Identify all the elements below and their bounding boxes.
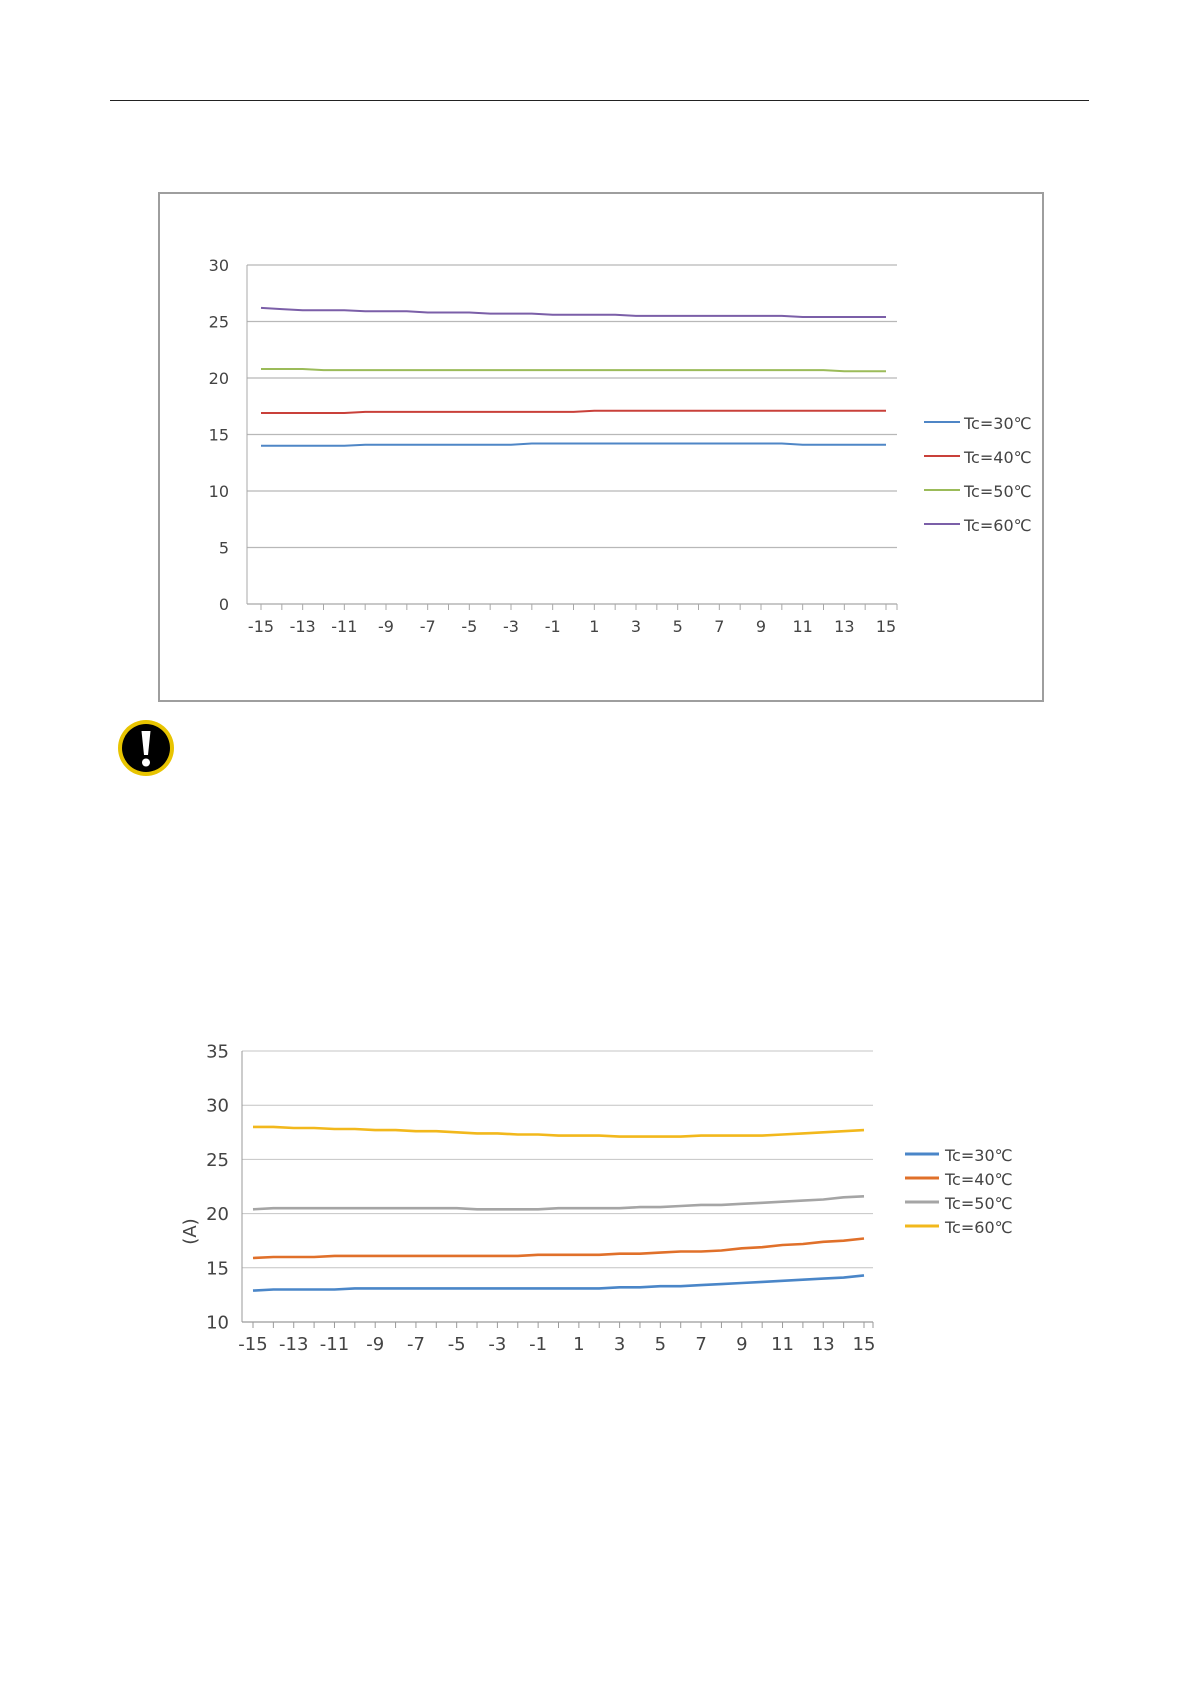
x-tick-label: -7 [419,617,436,636]
x-tick-label: -1 [529,1334,548,1355]
y-tick-label: 30 [208,255,229,275]
series-line-1 [253,1275,864,1290]
x-tick-label: 1 [573,1334,585,1355]
x-tick-label: 3 [630,617,642,636]
y-tick-label: 5 [218,538,229,558]
legend-label: Tc=40℃ [964,448,1032,468]
x-tick-label: -3 [503,617,519,636]
y-tick-label: 25 [206,1149,229,1171]
x-tick-label: -3 [488,1334,507,1355]
y-tick-label: 0 [218,594,229,614]
x-tick-label: 15 [875,617,897,636]
x-tick-label: -9 [366,1334,385,1355]
y-tick-label: 15 [206,1258,229,1280]
y-tick-label: 10 [208,481,229,501]
x-tick-label: -11 [331,617,358,636]
legend-label: Tc=50℃ [945,1194,1013,1214]
x-tick-label: 7 [714,617,725,636]
x-tick-label: 9 [755,617,767,636]
x-tick-label: 13 [834,617,855,636]
x-tick-label: -1 [544,617,561,636]
legend-label: Tc=50℃ [964,482,1032,502]
x-tick-label: -13 [289,617,316,636]
legend-label: Tc=30℃ [964,414,1032,434]
y-tick-label: 15 [208,425,229,445]
x-tick-label: 5 [672,617,683,636]
x-tick-label: 15 [852,1334,876,1355]
x-tick-label: 11 [792,617,813,636]
series-line-3 [253,1196,864,1209]
x-tick-label: -11 [319,1334,350,1355]
y-tick-label: 10 [206,1312,229,1334]
x-tick-label: 11 [771,1334,794,1355]
x-tick-label: -5 [447,1334,466,1355]
series-line-2 [253,1239,864,1259]
x-tick-label: 5 [654,1334,667,1355]
x-tick-label: 13 [811,1334,835,1355]
y-axis-label: (A) [180,1218,201,1245]
x-tick-label: -5 [461,617,478,636]
y-tick-label: 25 [208,312,229,332]
x-tick-label: 1 [589,617,600,636]
y-tick-label: 20 [206,1204,229,1226]
x-tick-label: 9 [736,1334,748,1355]
y-tick-label: 20 [208,368,229,388]
x-tick-label: -15 [238,1334,268,1355]
x-tick-label: -7 [406,1334,425,1355]
x-tick-label: 7 [695,1334,707,1355]
legend-label: Tc=30℃ [945,1146,1013,1166]
series-line-4 [253,1127,864,1137]
legend-label: Tc=40℃ [945,1170,1013,1190]
y-tick-label: 35 [206,1041,229,1063]
y-tick-label: 30 [206,1095,229,1117]
x-tick-label: -15 [247,617,275,636]
x-tick-label: 3 [613,1334,626,1355]
legend-label: Tc=60℃ [964,516,1032,536]
x-tick-label: -13 [279,1334,309,1355]
x-tick-label: -9 [378,617,394,636]
legend-label: Tc=60℃ [945,1218,1013,1238]
